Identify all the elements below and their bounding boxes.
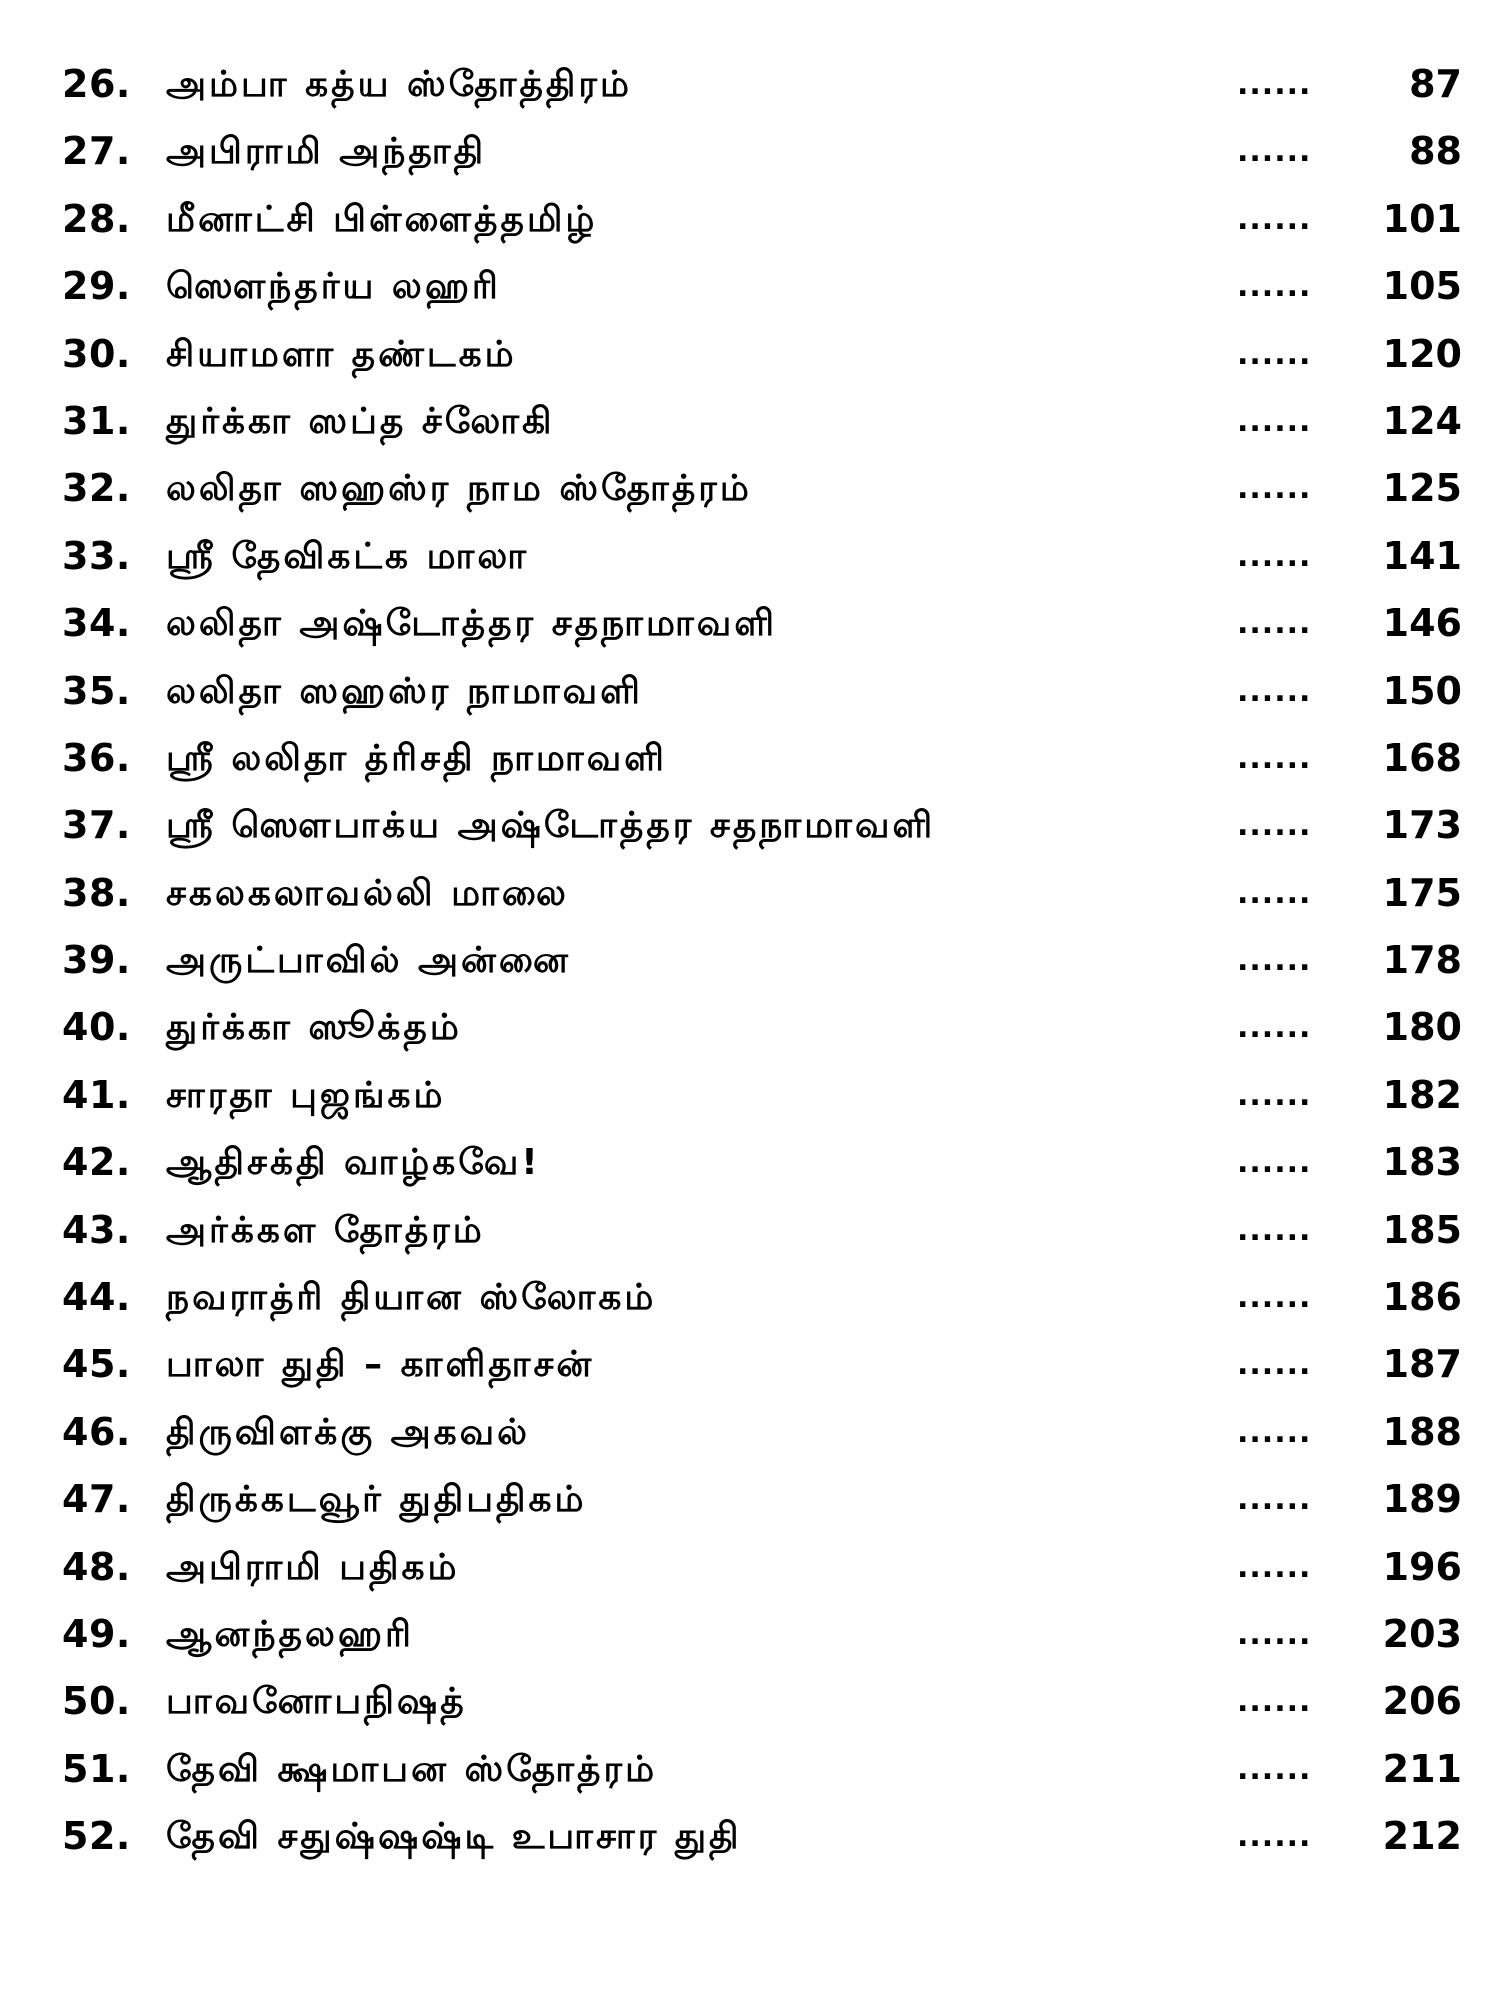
toc-entry-number: 34. [62, 601, 131, 646]
toc-entry [62, 253, 1462, 320]
toc-entry-leader: ...... [1237, 471, 1312, 507]
toc-entry-leader: ...... [1237, 201, 1312, 237]
toc-entry [62, 455, 1462, 522]
toc-entry [62, 186, 1462, 253]
toc-entry [62, 1197, 1462, 1264]
toc-entry-number: 32. [62, 466, 131, 511]
toc-entry-number: 26. [62, 62, 131, 106]
toc-entry-leader: ...... [1237, 1751, 1312, 1787]
toc-entry-page: 125 [1382, 466, 1462, 511]
toc-entry-page: 206 [1382, 1679, 1462, 1724]
toc-entry-number: 28. [62, 196, 131, 241]
toc-entry-number: 48. [62, 1544, 131, 1589]
toc-entry-title: சியாமளா தண்டகம் [166, 333, 517, 375]
toc-entry-title: லலிதா ஸஹஸ்ர நாமாவளி [166, 670, 643, 712]
toc-entry [62, 1601, 1462, 1668]
toc-entry-page: 105 [1382, 264, 1462, 309]
toc-entry-page: 101 [1382, 196, 1462, 241]
toc-entry-title: மீனாட்சி பிள்ளைத்தமிழ் [166, 198, 598, 240]
toc-entry-number: 44. [62, 1275, 131, 1320]
toc-entry-title: பாலா துதி – காளிதாசன் [166, 1344, 595, 1386]
toc-entry-page: 173 [1382, 803, 1462, 848]
toc-entry-number: 38. [62, 870, 131, 915]
toc-entry-leader: ...... [1237, 1616, 1312, 1652]
toc-entry [62, 792, 1462, 859]
toc-entry-title: சகலகலாவல்லி மாலை [166, 872, 569, 914]
toc-entry [62, 118, 1462, 185]
toc-entry [62, 927, 1462, 994]
toc-entry-title: ஆனந்தலஹரி [166, 1613, 414, 1655]
toc-entry [62, 1736, 1462, 1803]
toc-entry-page: 211 [1382, 1746, 1462, 1791]
toc-entry-title: திருக்கடவூர் துதிபதிகம் [166, 1479, 587, 1521]
toc-entry-leader: ...... [1237, 740, 1312, 776]
toc-entry-title: ஸௌந்தர்ய லஹரி [166, 266, 501, 308]
toc-entry [62, 994, 1462, 1061]
toc-entry-number: 35. [62, 668, 131, 713]
toc-entry-page: 203 [1382, 1611, 1462, 1656]
toc-entry-leader: ...... [1237, 134, 1312, 170]
toc-entry-number: 49. [62, 1611, 131, 1656]
toc-entry-page: 168 [1382, 735, 1462, 780]
toc-entry [62, 321, 1462, 388]
toc-entry-title: பாவனோபநிஷத் [166, 1681, 467, 1723]
toc-entry-title: அபிராமி அந்தாதி [166, 131, 487, 173]
toc-entry-title: நவராத்ரி தியான ஸ்லோகம் [166, 1277, 657, 1319]
toc-entry-number: 36. [62, 735, 131, 780]
toc-entry-leader: ...... [1237, 808, 1312, 844]
toc-list [62, 51, 1462, 1871]
toc-entry-title: தேவி க்ஷமாபன ஸ்தோத்ரம் [166, 1748, 658, 1790]
toc-entry-number: 31. [62, 398, 131, 443]
toc-entry-page: 150 [1382, 668, 1462, 713]
toc-entry-leader: ...... [1237, 1347, 1312, 1383]
toc-entry-page: 196 [1382, 1544, 1462, 1589]
toc-entry-leader: ...... [1237, 875, 1312, 911]
toc-entry [62, 860, 1462, 927]
toc-entry [62, 1264, 1462, 1331]
toc-entry-leader: ...... [1237, 403, 1312, 439]
toc-entry [62, 388, 1462, 455]
toc-entry-title: லலிதா அஷ்டோத்தர சதநாமாவளி [166, 603, 778, 645]
toc-entry [62, 1399, 1462, 1466]
toc-entry-page: 188 [1382, 1409, 1462, 1454]
toc-entry-leader: ...... [1237, 1077, 1312, 1113]
toc-entry-page: 189 [1382, 1477, 1462, 1522]
toc-entry-page: 180 [1382, 1005, 1462, 1050]
toc-entry [62, 1803, 1462, 1870]
toc-entry-leader: ...... [1237, 67, 1312, 102]
toc-entry-leader: ...... [1237, 1414, 1312, 1450]
toc-entry-leader: ...... [1237, 538, 1312, 574]
toc-entry-title: அர்க்கள தோத்ரம் [166, 1209, 485, 1251]
toc-entry-page: 175 [1382, 870, 1462, 915]
toc-entry-title: அருட்பாவில் அன்னை [166, 940, 571, 982]
toc-entry-leader: ...... [1237, 1145, 1312, 1181]
toc-entry [62, 1466, 1462, 1533]
toc-entry-title: லலிதா ஸஹஸ்ர நாம ஸ்தோத்ரம் [166, 468, 752, 510]
toc-entry-page: 186 [1382, 1275, 1462, 1320]
toc-entry-title: சாரதா புஜங்கம் [166, 1074, 446, 1116]
toc-entry-number: 46. [62, 1409, 131, 1454]
toc-entry-page: 120 [1382, 331, 1462, 376]
toc-entry-title: திருவிளக்கு அகவல் [166, 1411, 531, 1453]
toc-entry-number: 39. [62, 938, 131, 983]
toc-entry-page: 178 [1382, 938, 1462, 983]
toc-entry-leader: ...... [1237, 269, 1312, 305]
toc-entry-number: 29. [62, 264, 131, 309]
toc-entry-page: 141 [1382, 533, 1462, 578]
toc-entry [62, 1534, 1462, 1601]
toc-entry-number: 40. [62, 1005, 131, 1050]
toc-entry [62, 725, 1462, 792]
toc-entry-leader: ...... [1237, 943, 1312, 979]
toc-entry [62, 658, 1462, 725]
toc-entry-page: 187 [1382, 1342, 1462, 1387]
toc-entry-number: 45. [62, 1342, 131, 1387]
toc-entry-leader: ...... [1237, 673, 1312, 709]
toc-entry-page: 146 [1382, 601, 1462, 646]
toc-entry-title: ஸ்ரீ ஸௌபாக்ய அஷ்டோத்தர சதநாமாவளி [166, 805, 936, 847]
toc-entry-number: 41. [62, 1072, 131, 1117]
toc-entry-leader: ...... [1237, 1212, 1312, 1248]
toc-entry-number: 43. [62, 1207, 131, 1252]
toc-entry [62, 51, 1462, 118]
toc-entry [62, 1668, 1462, 1735]
toc-entry-page: 185 [1382, 1207, 1462, 1252]
toc-entry-leader: ...... [1237, 1549, 1312, 1585]
toc-entry-number: 52. [62, 1814, 131, 1859]
toc-entry-leader: ...... [1237, 606, 1312, 642]
toc-entry-leader: ...... [1237, 1482, 1312, 1518]
toc-entry-page: 88 [1409, 129, 1462, 174]
toc-entry-leader: ...... [1237, 336, 1312, 372]
toc-entry-page: 182 [1382, 1072, 1462, 1117]
toc-entry-number: 27. [62, 129, 131, 174]
toc-entry-title: ஆதிசக்தி வாழ்கவே! [166, 1142, 541, 1184]
toc-entry-page: 124 [1382, 398, 1462, 443]
toc-entry-leader: ...... [1237, 1280, 1312, 1316]
toc-entry-number: 47. [62, 1477, 131, 1522]
toc-entry-title: அபிராமி பதிகம் [166, 1546, 460, 1588]
toc-entry-leader: ...... [1237, 1819, 1312, 1855]
toc-entry [62, 523, 1462, 590]
toc-entry [62, 1331, 1462, 1398]
toc-entry-page: 183 [1382, 1140, 1462, 1185]
toc-entry-leader: ...... [1237, 1010, 1312, 1046]
toc-entry-page: 212 [1382, 1814, 1462, 1859]
toc-entry-number: 50. [62, 1679, 131, 1724]
toc-entry-title: ஸ்ரீ லலிதா த்ரிசதி நாமாவளி [166, 737, 667, 779]
toc-entry-number: 42. [62, 1140, 131, 1185]
toc-entry-title: துர்க்கா ஸப்த ச்லோகி [166, 400, 555, 442]
toc-entry-number: 37. [62, 803, 131, 848]
toc-entry-title: துர்க்கா ஸூக்தம் [166, 1007, 462, 1049]
toc-entry-page: 87 [1409, 62, 1462, 106]
toc-entry [62, 1129, 1462, 1196]
toc-entry [62, 590, 1462, 657]
toc-entry-leader: ...... [1237, 1684, 1312, 1720]
toc-entry-title: தேவி சதுஷ்ஷஷ்டி உபாசார துதி [166, 1816, 742, 1858]
toc-entry-number: 30. [62, 331, 131, 376]
toc-entry [62, 1062, 1462, 1129]
toc-entry-number: 51. [62, 1746, 131, 1791]
toc-entry-number: 33. [62, 533, 131, 578]
toc-entry-title: அம்பா கத்ய ஸ்தோத்திரம் [166, 64, 632, 105]
toc-entry-title: ஸ்ரீ தேவிகட்க மாலா [166, 535, 530, 577]
